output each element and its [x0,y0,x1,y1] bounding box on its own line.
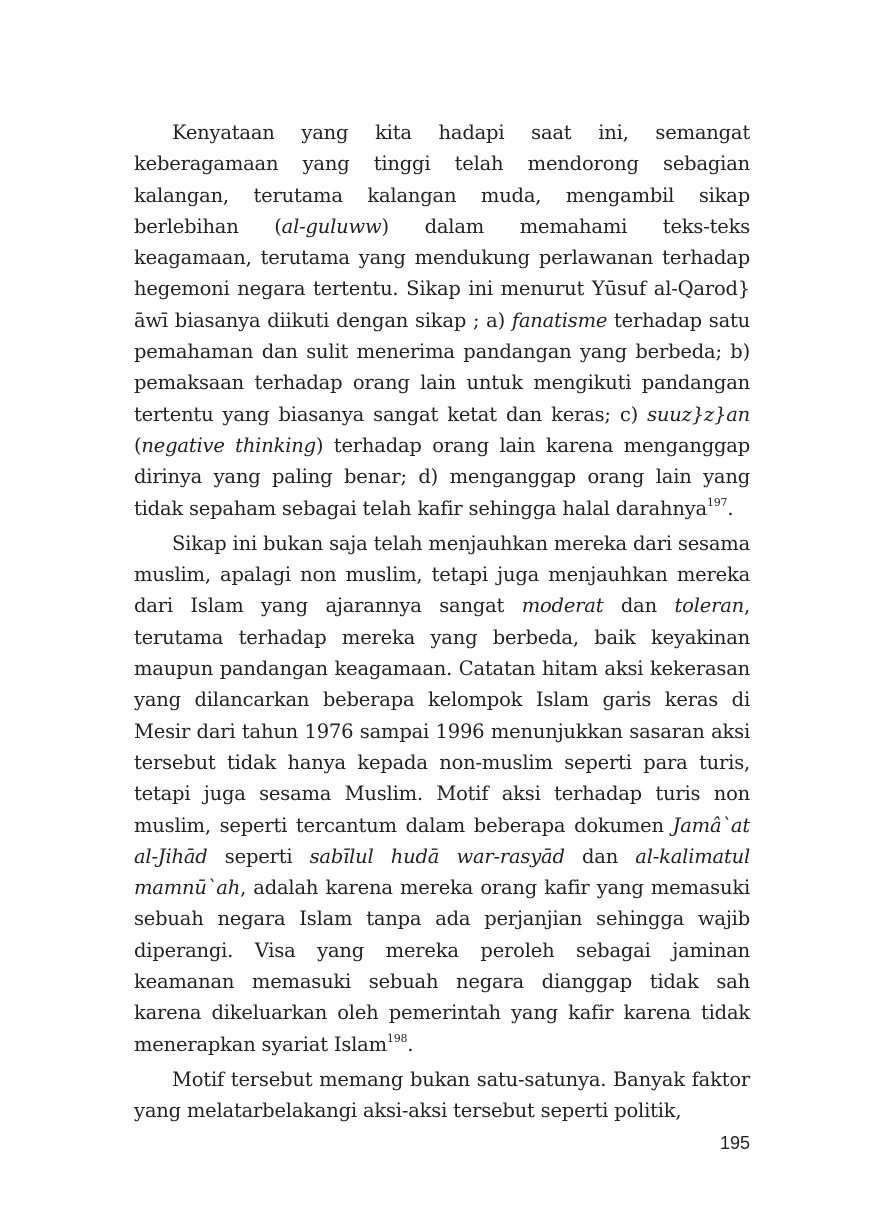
paragraph: Sikap ini bukan saja telah menjauhkan mereka dari sesama muslim, apalagi non muslim, tetapi juga menjauhkan mereka dari Islam yang ajarannya sangat moderat dan toleran, terutama terhadap mereka yang berbeda, baik keyakinan maupun pandangan keagamaan. Catatan hitam aksi kekerasan yang dilancarkan beberapa kelompok Islam garis keras di Mesir dari tahun 1976 sampai 1996 menunjukkan sasaran aksi tersebut tidak hanya kepada non-muslim seperti para turis, tetapi juga sesama Muslim. Motif aksi terhadap turis non muslim, seperti tercantum dalam beberapa dokumen Jamâ`at al-Jihād seperti sabīlul hudā war-rasyād dan al-kalimatul mamnū`ah, adalah karena mereka orang kafir yang memasuki sebuah negara Islam tanpa ada perjanjian sehingga wajib diperangi. Visa yang mereka peroleh sebagai jaminan keamanan memasuki sebuah negara dianggap tidak sah karena dikeluarkan oleh pemerintah yang kafir karena tidak menerapkan syariat Islam$^{198}$. [134,531,750,1056]
paragraph: Kenyataan yang kita hadapi saat ini, semangat keberagamaan yang tinggi telah mendorong sebagian kalangan, terutama kalangan muda, mengambil sikap berlebihan (al-guluww) dalam memahami teks-teks keagamaan, terutama yang mendukung perlawanan terhadap hegemoni negara tertentu. Sikap ini menurut Yūsuf al-Qarod}āwī biasanya diikuti dengan sikap ; a) fanatisme terhadap satu pemahaman dan sulit menerima pandangan yang berbeda; b) pemaksaan terhadap orang lain untuk mengikuti pandangan tertentu yang biasanya sangat ketat dan keras; c) suuz}z}an (negative thinking) terhadap orang lain karena menganggap dirinya yang paling benar; d) menganggap orang lain yang tidak sepaham sebagai telah kafir sehingga halal darahnya$^{197}$. [134,121,750,520]
footnote-ref-198[interactable]: 198 [386,1031,408,1045]
page-number: 195 [719,1133,750,1153]
paragraph: Motif tersebut memang bukan satu-satunya. Banyak faktor yang melatarbelakangi aksi-aksi tersebut seperti politik, [134,1067,750,1123]
body-text [134,117,750,1127]
footnote-ref-197[interactable]: 197 [706,495,728,509]
